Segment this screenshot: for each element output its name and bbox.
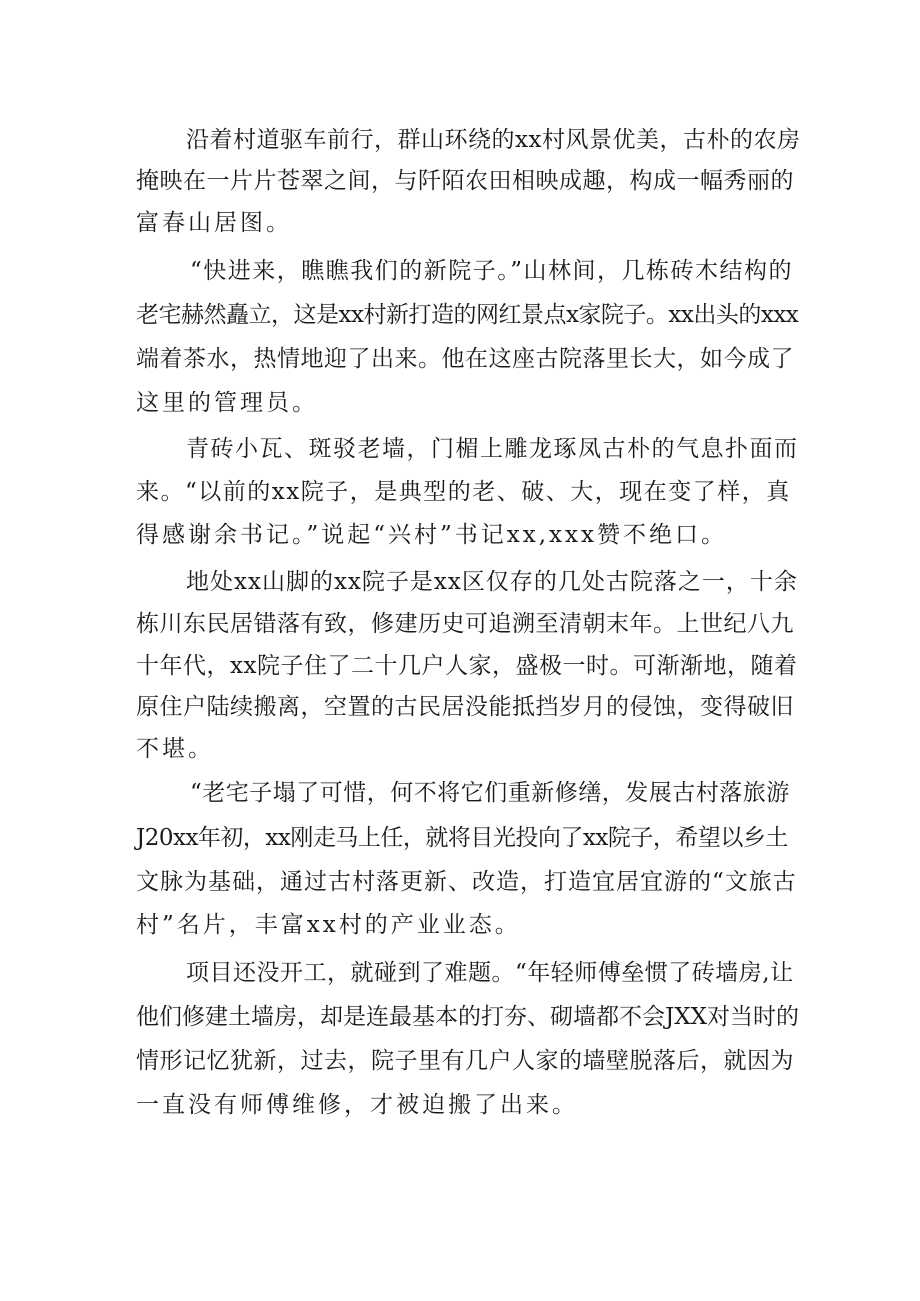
paragraph-1-line-3: 富春山居图。 xyxy=(136,210,292,236)
paragraph-3-line-2: 来。“以前的xx院子，是典型的老、破、大，现在变了样，真 xyxy=(136,479,791,505)
paragraph-5-line-2: J20xx年初，xx刚走马上任，就将目光投向了xx院子，希望以乡土 xyxy=(136,825,788,851)
paragraph-4-line-5: 不堪。 xyxy=(136,736,214,762)
paragraph-4-line-4: 原住户陆续搬离，空置的古民居没能抵挡岁月的侵蚀，变得破旧 xyxy=(136,694,794,720)
paragraph-6-line-1: 项目还没开工，就碰到了难题。“年轻师傅垒惯了砖墙房,让 xyxy=(186,960,794,986)
paragraph-5-line-4: 村”名片，丰富xx村的产业业态。 xyxy=(136,912,521,938)
paragraph-6-line-4: 一直没有师傅维修，才被迫搬了出来。 xyxy=(136,1092,578,1118)
paragraph-3-line-1: 青砖小瓦、斑驳老墙，门楣上雕龙琢凤古朴的气息扑面而 xyxy=(186,436,799,462)
paragraph-4-line-2: 栋川东民居错落有致，修建历史可追溯至清朝末年。上世纪八九 xyxy=(136,611,794,637)
paragraph-1-line-1: 沿着村道驱车前行，群山环绕的xx村风景优美，古朴的农房 xyxy=(186,127,801,153)
paragraph-6-line-2: 他们修建土墙房，却是连最基本的打夯、砌墙都不会JXX对当时的 xyxy=(136,1004,799,1030)
paragraph-2-line-2: 老宅赫然矗立，这是xx村新打造的网红景点x家院子。xx出头的xxx xyxy=(136,302,799,328)
paragraph-2-line-4: 这里的管理员。 xyxy=(136,390,318,416)
paragraph-3-line-3: 得感谢余书记。”说起“兴村”书记xx,xxx赞不绝口。 xyxy=(136,522,727,548)
paragraph-6-line-3: 情形记忆犹新，过去，院子里有几户人家的墙壁脱落后，就因为 xyxy=(136,1048,794,1074)
paragraph-1-line-2: 掩映在一片片苍翠之间，与阡陌农田相映成趣，构成一幅秀丽的 xyxy=(136,168,794,194)
paragraph-5-line-1: “老宅子塌了可惜，何不将它们重新修缮，发展古村落旅游 xyxy=(190,780,790,806)
paragraph-5-line-3: 文脉为基础，通过古村落更新、改造，打造宜居宜游的“文旅古 xyxy=(136,869,797,895)
paragraph-2-line-1: “快进来，瞧瞧我们的新院子。”山林间，几栋砖木结构的 xyxy=(190,258,794,284)
paragraph-4-line-1: 地处xx山脚的xx院子是xx区仅存的几处古院落之一，十余 xyxy=(186,569,798,595)
paragraph-2-line-3: 端着茶水，热情地迎了出来。他在这座古院落里长大，如今成了 xyxy=(136,346,794,372)
paragraph-4-line-3: 十年代，xx院子住了二十几户人家，盛极一时。可渐渐地，随着 xyxy=(136,653,798,679)
